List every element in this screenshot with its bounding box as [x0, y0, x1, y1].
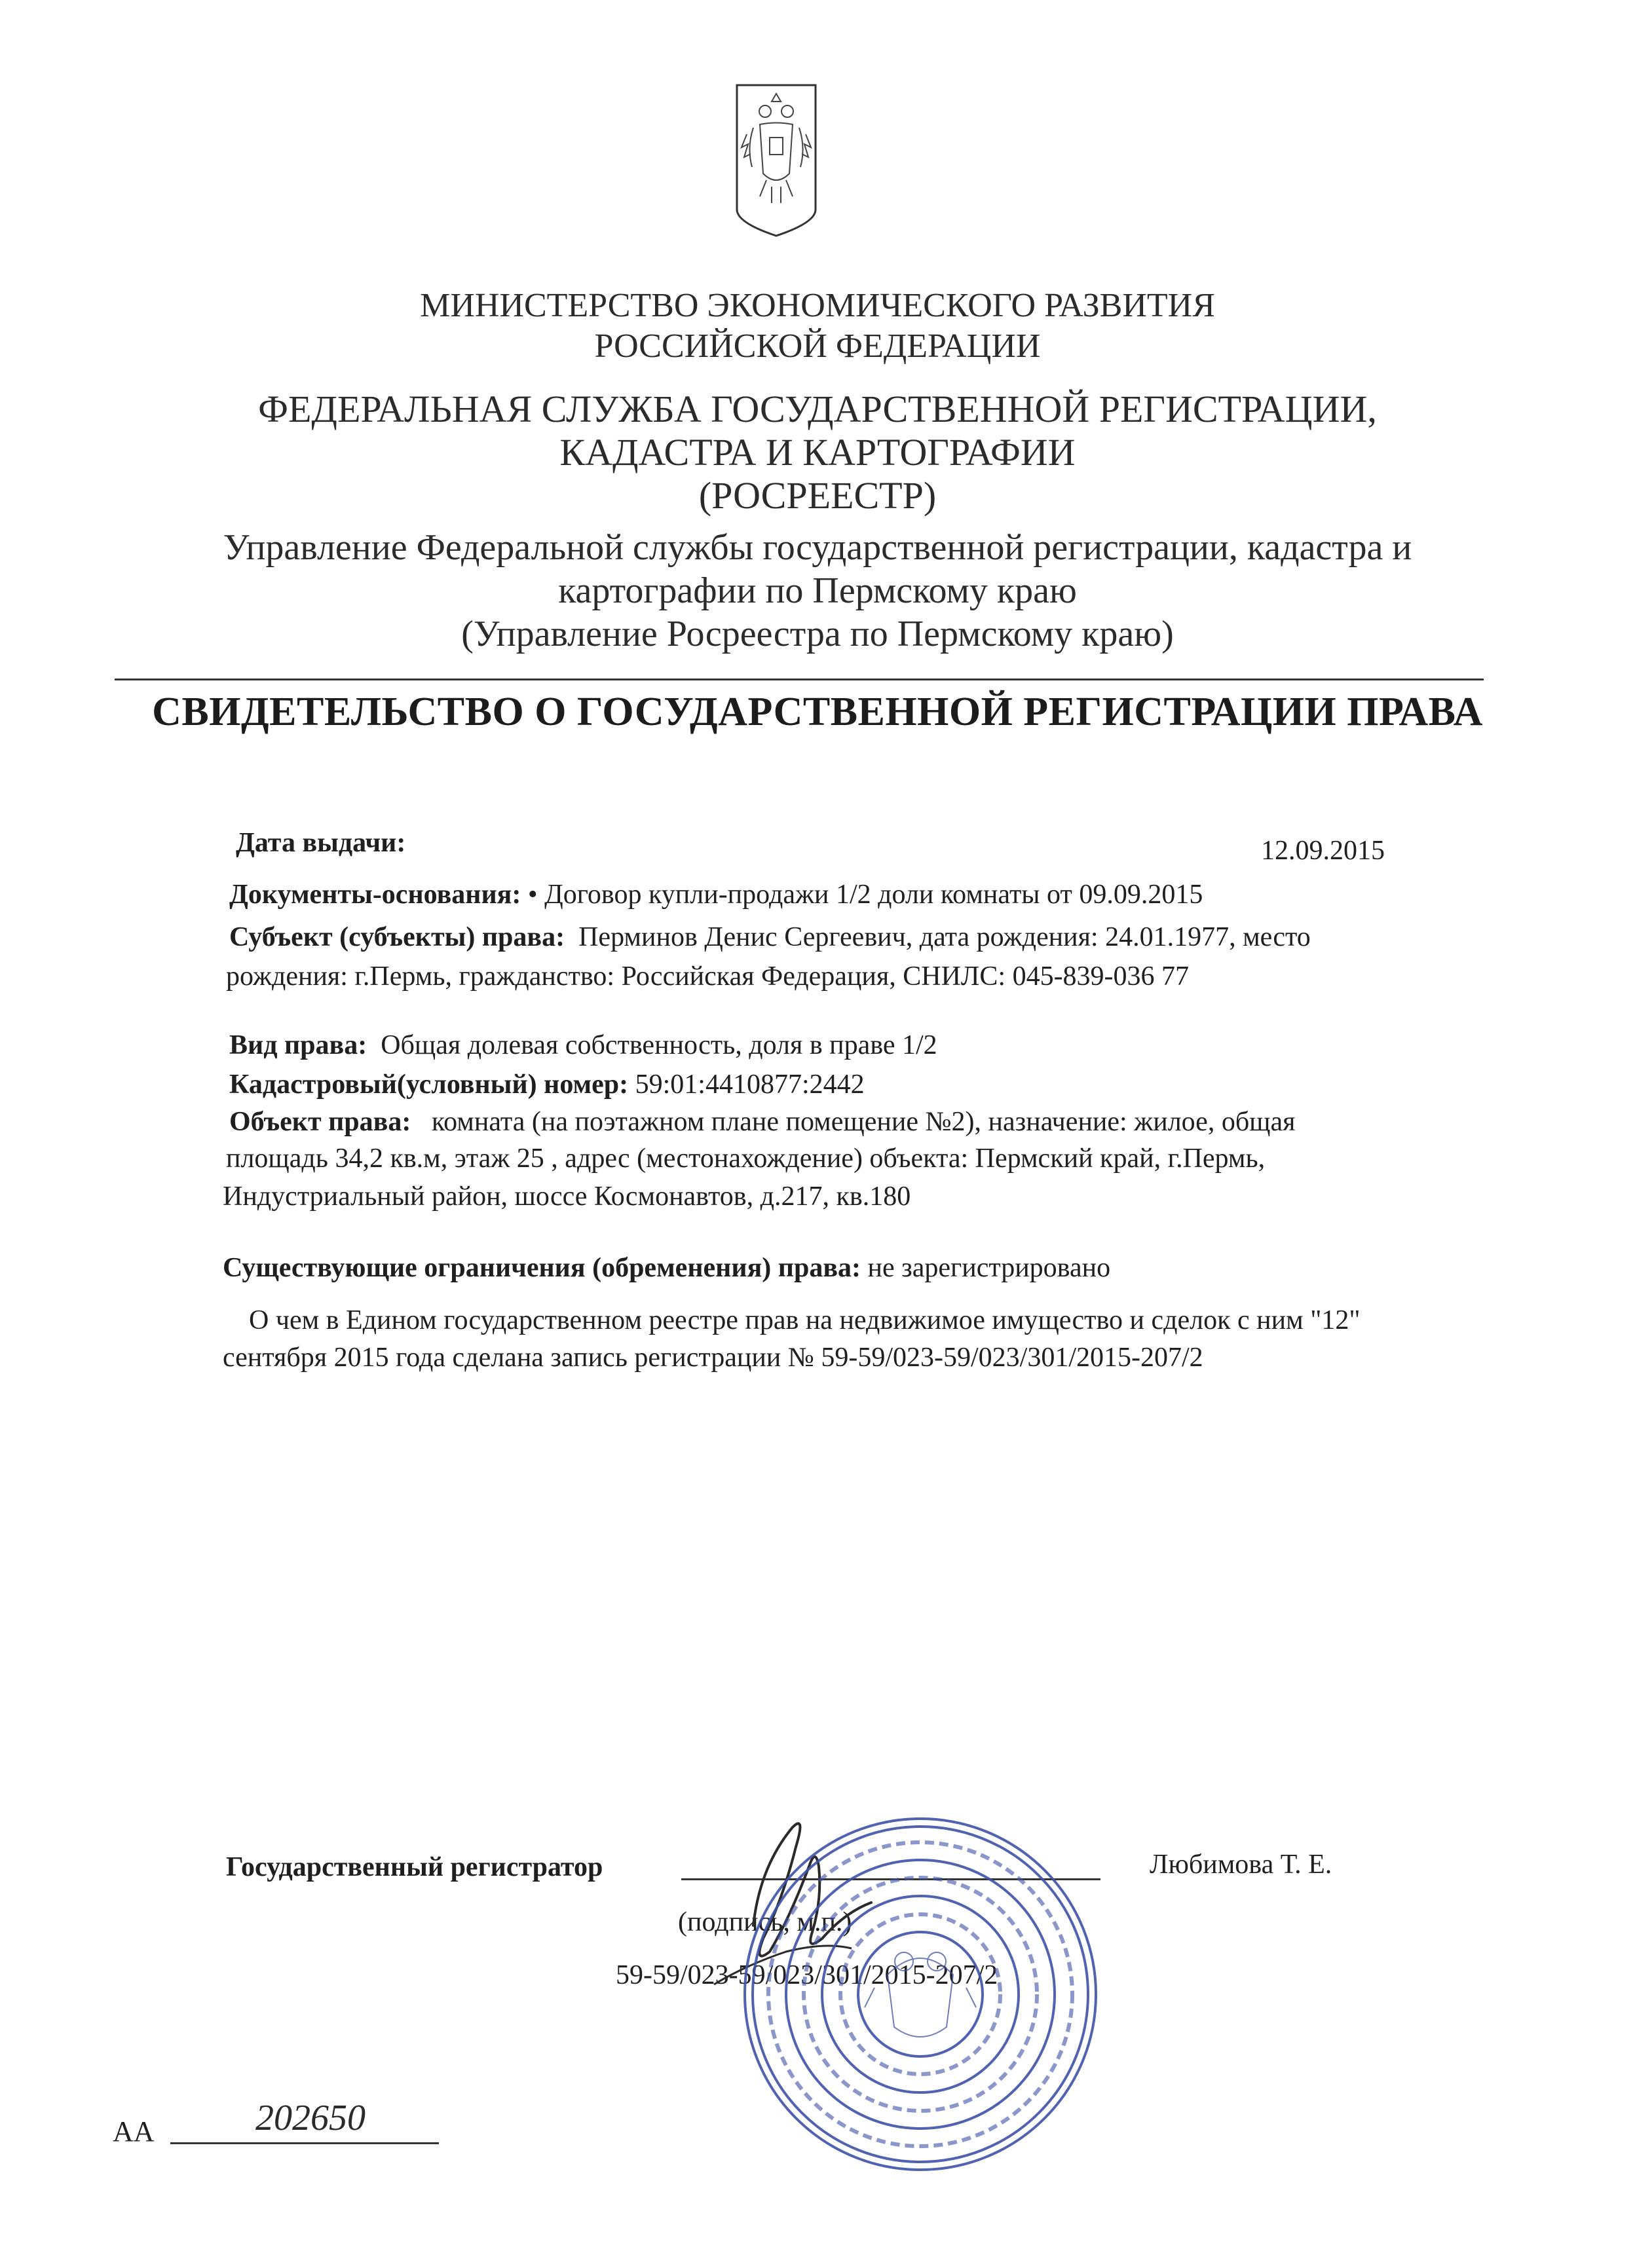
object-row — [229, 1108, 1296, 1136]
right-type-value: Общая долевая собственность, доля в праве 1/2 — [381, 1030, 937, 1060]
registration-number: 59-59/023-59/023/301/2015-207/2 — [616, 1960, 998, 1990]
record-line-1: О чем в Едином государственном реестре прав на недвижимое имущество и сделок с ним "12" — [249, 1305, 1361, 1335]
document-title: СВИДЕТЕЛЬСТВО О ГОСУДАРСТВЕННОЙ РЕГИСТРАЦИИ ПРАВА — [152, 690, 1483, 734]
cadastral-value: 59:01:4410877:2442 — [635, 1069, 865, 1100]
basis-row — [229, 881, 1203, 908]
subject-label: Субъект (субъекты) права: — [229, 922, 565, 952]
ministry-line-2: РОССИЙСКОЙ ФЕДЕРАЦИИ — [594, 327, 1041, 365]
record-line-2: сентября 2015 года сделана запись регистрации № 59-59/023-59/023/301/2015-207/2 — [223, 1343, 1203, 1373]
object-value-line-3: Индустриальный район, шоссе Космонавтов, д.217, кв.180 — [223, 1181, 911, 1212]
ministry-line-1: МИНИСТЕРСТВО ЭКОНОМИЧЕСКОГО РАЗВИТИЯ — [420, 287, 1215, 324]
signature-hint: (подпись, м.п.) — [678, 1907, 852, 1937]
coat-of-arms-emblem — [734, 82, 819, 239]
object-value-line-1: комната (на поэтажном плане помещение №2), назначение: жилое, общая — [431, 1107, 1296, 1137]
right-type-label: Вид права: — [229, 1030, 367, 1060]
department-line-1: Управление Федеральной службы государственной регистрации, кадастра и — [223, 527, 1412, 568]
object-value-line-2: площадь 34,2 кв.м, этаж 25 , адрес (местонахождение) объекта: Пермский край, г.Пермь, — [226, 1143, 1266, 1174]
service-line-2: КАДАСТРА И КАРТОГРАФИИ — [559, 431, 1076, 474]
service-line-1: ФЕДЕРАЛЬНАЯ СЛУЖБА ГОСУДАРСТВЕННОЙ РЕГИСТРАЦИИ, — [258, 388, 1377, 430]
restrictions-value: не зарегистрировано — [867, 1253, 1111, 1283]
object-label: Объект права: — [229, 1107, 411, 1137]
cadastral-label: Кадастровый(условный) номер: — [229, 1069, 629, 1100]
handwritten-form-number — [249, 2089, 419, 2148]
basis-label: Документы-основания: — [229, 880, 521, 910]
registrar-label: Государственный регистратор — [226, 1852, 603, 1882]
cadastral-row — [229, 1071, 865, 1098]
form-number-text: 202650 — [255, 2098, 366, 2138]
service-line-3: (РОСРЕЕСТР) — [698, 474, 937, 517]
issue-date-label: Дата выдачи: — [236, 828, 406, 858]
subject-row — [229, 923, 1311, 951]
form-series-label: АА — [113, 2115, 155, 2147]
basis-value: • Договор купли-продажи 1/2 доли комнаты от 09.09.2015 — [527, 880, 1203, 910]
department-line-3: (Управление Росреестра по Пермскому краю) — [461, 614, 1174, 654]
department-line-2: картографии по Пермскому краю — [558, 570, 1077, 611]
header-divider — [115, 679, 1484, 680]
issue-date-value: 12.09.2015 — [1261, 836, 1385, 866]
registrar-name: Любимова Т. Е. — [1150, 1850, 1332, 1880]
official-round-stamp — [737, 1811, 1104, 2178]
right-type-row — [229, 1032, 937, 1059]
subject-value-line-2: рождения: г.Пермь, гражданство: Российская Федерация, СНИЛС: 045-839-036 77 — [226, 961, 1190, 992]
subject-value-line-1: Перминов Денис Сергеевич, дата рождения: 24.01.1977, место — [578, 922, 1311, 952]
restrictions-label: Существующие ограничения (обременения) права: — [223, 1253, 861, 1283]
restrictions-row — [223, 1254, 1110, 1282]
